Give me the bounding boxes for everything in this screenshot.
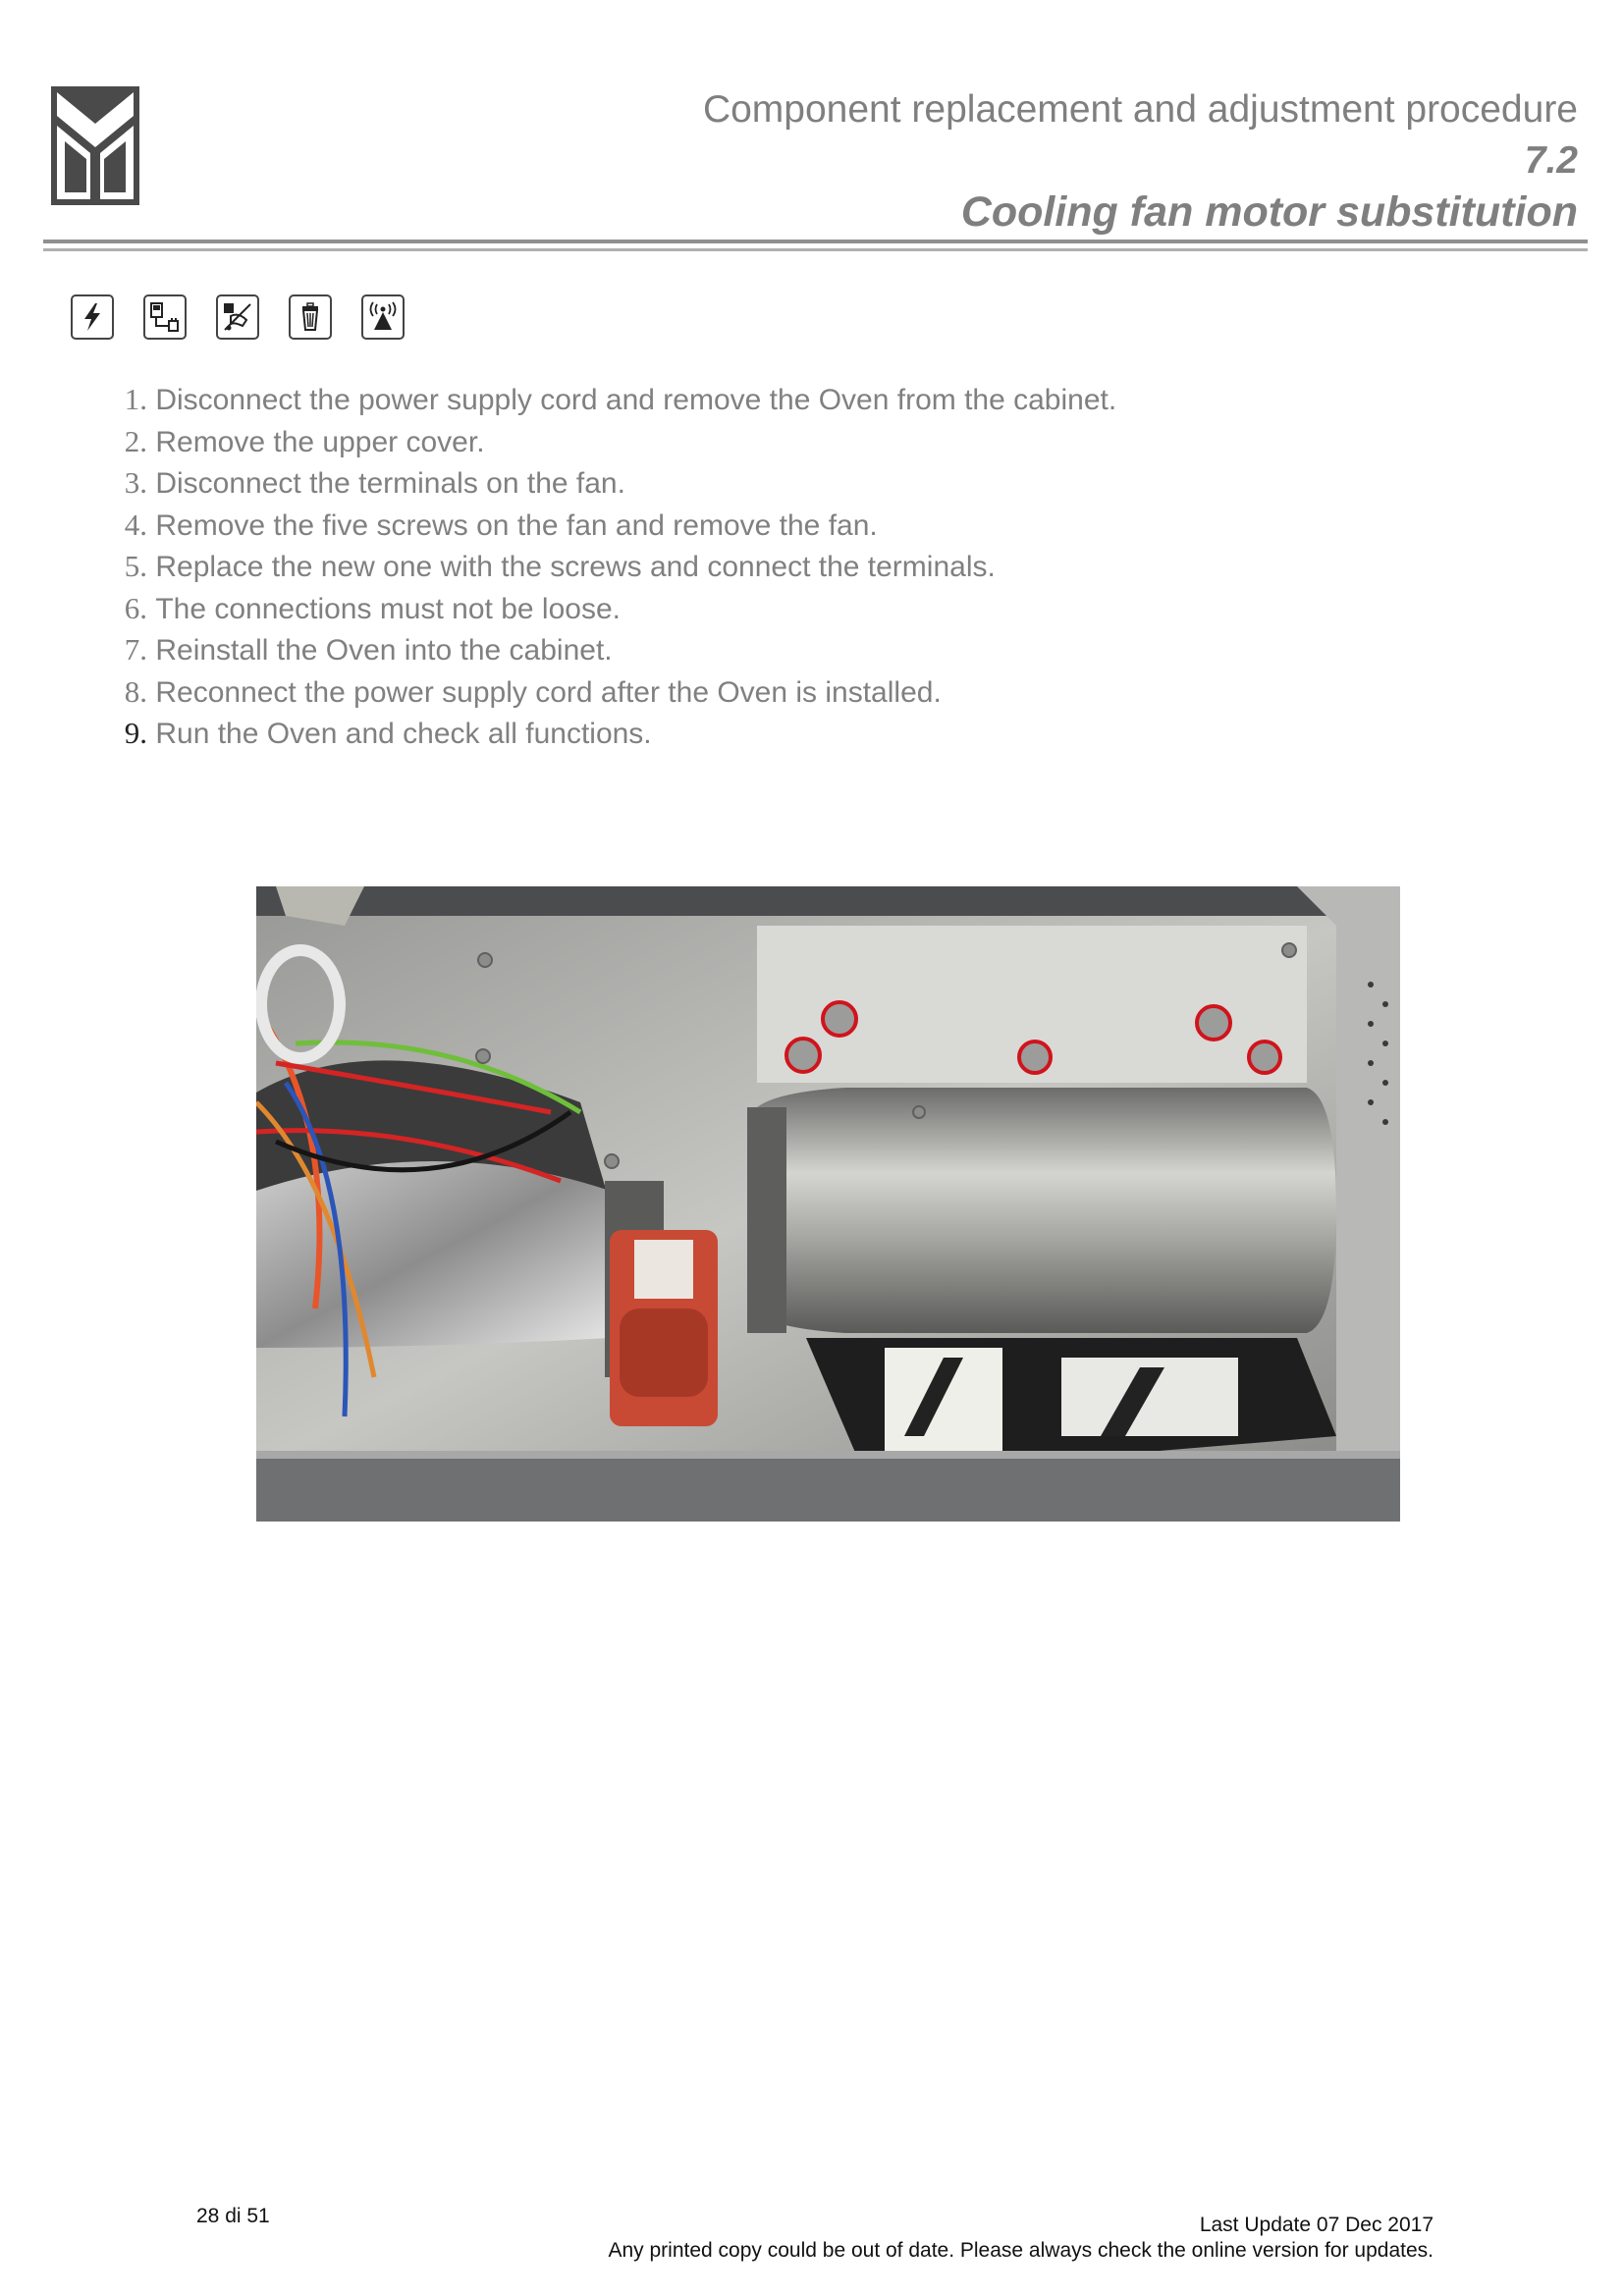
step-text: The connections must not be loose. [155,592,621,625]
step-number: 6. [124,590,147,625]
procedure-step [98,505,1116,547]
company-logo [51,86,139,205]
step-number: 1. [124,382,147,416]
document-title: Component replacement and adjustment procedure [702,88,1578,131]
waste-bin-icon [289,294,332,340]
header-rule [43,240,1588,243]
radiation-warning-icon [361,294,405,340]
step-text: Replace the new one with the screws and connect the terminals. [155,551,996,583]
safety-icons [71,294,405,340]
section-number: 7.2 [1524,139,1578,182]
fan-motor-photo [256,886,1400,1522]
disclaimer: Any printed copy could be out of date. Please always check the online version for updates. [608,2239,1434,2262]
procedure-step [98,629,1116,671]
header-rule-secondary [43,248,1588,251]
step-number: 8. [124,673,147,709]
step-number: 7. [124,632,147,667]
step-number: 3. [124,465,147,500]
step-number: 2. [124,423,147,458]
procedure-step [98,462,1116,505]
section-title: Cooling fan motor substitution [960,188,1578,236]
step-number: 4. [124,507,147,542]
step-text: Remove the five screws on the fan and remove the fan. [155,508,878,542]
step-number: 5. [124,549,147,583]
step-text: Run the Oven and check all functions. [155,718,652,750]
procedure-step [98,671,1116,714]
step-text: Disconnect the power supply cord and remove the Oven from the cabinet. [155,384,1117,416]
step-text: Reconnect the power supply cord after the Oven is installed. [155,675,942,709]
last-update: Last Update 07 Dec 2017 [1199,2214,1434,2236]
step-text: Reinstall the Oven into the cabinet. [155,634,613,667]
step-text: Disconnect the terminals on the fan. [155,467,625,500]
procedure-step [98,421,1116,463]
footer-info [608,2213,1434,2264]
electric-shock-icon [71,294,114,340]
page-number: 28 di 51 [196,2205,270,2227]
procedure-step [98,379,1116,421]
page-header [596,84,1578,238]
no-touch-icon [216,294,259,340]
procedure-step [98,588,1116,630]
disconnect-plug-icon [143,294,187,340]
step-text: Remove the upper cover. [155,425,485,458]
step-number: 9. [124,716,147,750]
procedure-step [98,713,1116,755]
procedure-step [98,546,1116,588]
procedure-steps [98,379,1116,755]
